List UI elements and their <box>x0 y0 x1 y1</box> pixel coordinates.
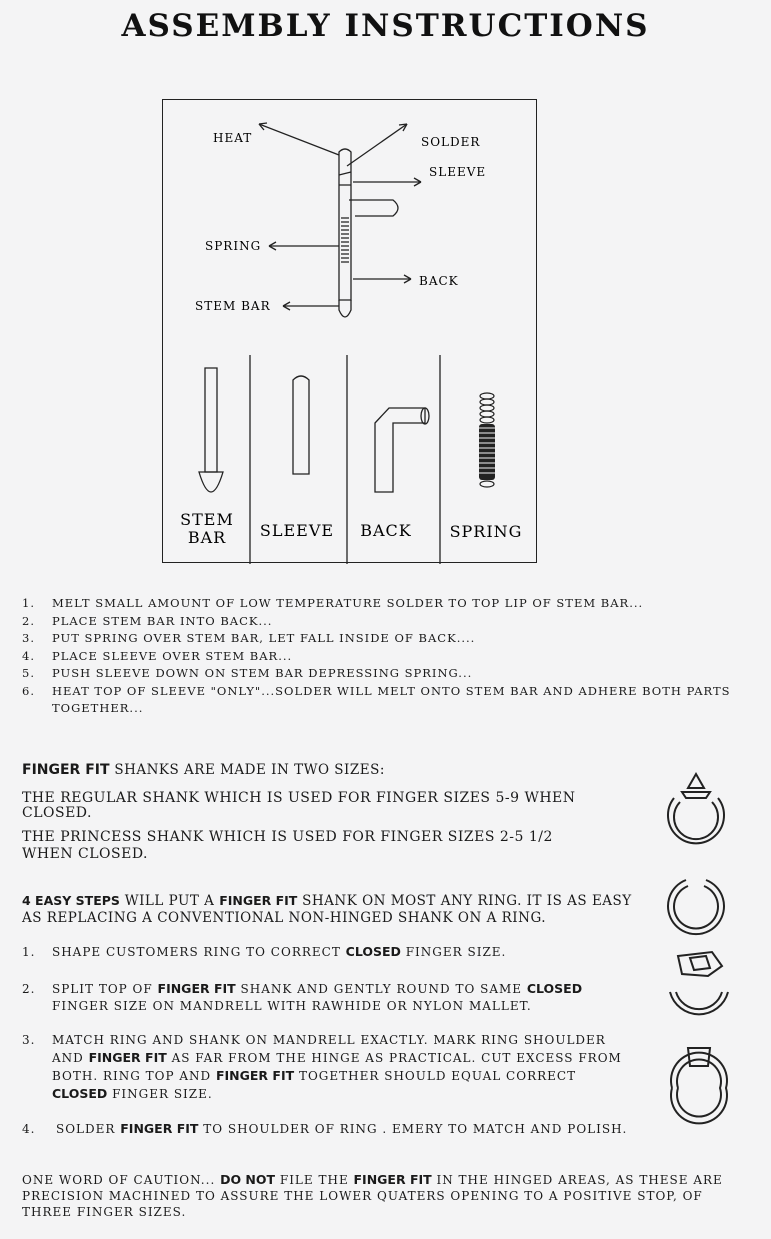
text-fragment: SHANK ON MOST ANY RING. IT IS AS EASY AS REPLACING A CONVENTIONAL NON-HINGED SHANK ON A RING. <box>22 893 632 926</box>
fit-step-1 <box>22 943 622 961</box>
text-fragment: AS FAR FROM THE HINGE AS PRACTICAL. CUT EXCESS FROM BOTH. RING TOP AND <box>52 1051 622 1083</box>
part-label-stem: STEM <box>180 510 234 529</box>
step-number: 4. <box>22 1122 36 1136</box>
brand-name: FINGER FIT <box>88 1050 167 1065</box>
brand-name: FINGER FIT <box>157 981 236 996</box>
finger-fit-intro <box>22 762 662 778</box>
step-text: PLACE STEM BAR INTO BACK... <box>52 613 273 628</box>
step-number: 1. <box>22 945 36 959</box>
assembly-diagram <box>162 99 537 563</box>
regular-shank-text: THE REGULAR SHANK WHICH IS USED FOR FINGER SIZES 5-9 WHEN CLOSED. <box>22 790 576 821</box>
brand-name: FINGER FIT <box>120 1121 199 1136</box>
text-fragment: FINGER SIZE. <box>107 1087 213 1101</box>
part-label-bar: BAR <box>187 528 227 547</box>
step-text: PUT SPRING OVER STEM BAR, LET FALL INSIDE OF BACK.... <box>52 631 476 645</box>
label-spring: SPRING <box>205 239 262 253</box>
ring-open-shank-icon <box>662 874 730 940</box>
page-title: ASSEMBLY INSTRUCTIONS <box>121 8 650 44</box>
part-label-back: BACK <box>360 521 412 540</box>
brand-name: FINGER FIT <box>215 1068 295 1083</box>
list-item <box>22 595 742 613</box>
easy-steps-intro <box>22 892 647 927</box>
do-not-label: DO NOT <box>220 1172 276 1187</box>
step-text: PLACE SLEEVE OVER STEM BAR... <box>52 648 293 663</box>
part-label-sleeve: SLEEVE <box>259 521 335 540</box>
brand-name: FINGER FIT <box>353 1172 432 1187</box>
closed-label: CLOSED <box>526 981 583 996</box>
text-fragment: FINGER SIZE. <box>400 945 507 959</box>
step-text: PUSH SLEEVE DOWN ON STEM BAR DEPRESSING SPRING... <box>52 666 473 680</box>
step-number: 2. <box>22 613 35 628</box>
step-number: 2. <box>22 982 36 996</box>
text-fragment: MATCH RING AND SHANK ON MANDRELL EXACTLY. MARK RING SHOULDER AND <box>52 1033 606 1065</box>
step-number: 5. <box>22 666 35 680</box>
label-sleeve: SLEEVE <box>429 165 487 179</box>
step-text: MELT SMALL AMOUNT OF LOW TEMPERATURE SOLDER TO TOP LIP OF STEM BAR... <box>52 596 644 610</box>
intro-text: SHANKS ARE MADE IN TWO SIZES: <box>109 762 385 778</box>
princess-shank-text: THE PRINCESS SHANK WHICH IS USED FOR FINGER SIZES 2-5 1/2 WHEN CLOSED. <box>22 829 553 862</box>
step-number: 6. <box>22 683 35 698</box>
text-fragment: TO SHOULDER OF RING . EMERY TO MATCH AND POLISH. <box>198 1122 628 1136</box>
brand-name: FINGER FIT <box>22 762 110 778</box>
assembly-steps <box>22 595 742 718</box>
step-number: 4. <box>22 648 35 663</box>
list-item <box>22 648 742 666</box>
text-fragment: IN THE HINGED AREAS, AS THESE ARE PRECISION MACHINED TO ASSURE THE LOWER QUATERS OPENING TO A POSITIVE STOP, OF THREE FINGER SIZES. <box>22 1173 723 1219</box>
step-number: 1. <box>22 596 35 610</box>
caution-text <box>22 1172 752 1220</box>
text-fragment: WILL PUT A <box>119 893 220 909</box>
fit-step-2 <box>22 980 622 1015</box>
text-fragment: FINGER SIZE ON MANDRELL WITH RAWHIDE OR NYLON MALLET. <box>52 999 532 1013</box>
step-number: 3. <box>22 1033 36 1047</box>
text-fragment: SHAPE CUSTOMERS RING TO CORRECT <box>52 945 346 959</box>
assembly-diagram-svg <box>163 100 538 564</box>
fit-step-3 <box>22 1032 622 1103</box>
text-fragment: FILE THE <box>275 1173 354 1187</box>
list-item <box>22 613 742 631</box>
closed-label: CLOSED <box>52 1086 108 1101</box>
ring-finished-icon <box>664 1044 734 1126</box>
list-item <box>22 630 742 648</box>
text-fragment: SPLIT TOP OF <box>52 982 158 996</box>
list-item <box>22 683 742 718</box>
ring-regular-shank-icon <box>660 768 732 850</box>
fit-step-4 <box>22 1120 642 1138</box>
list-item <box>22 665 742 683</box>
text-fragment: SOLDER <box>56 1122 121 1136</box>
part-label-spring: SPRING <box>449 522 523 541</box>
label-stem-bar: STEM BAR <box>195 299 271 313</box>
text-fragment: SHANK AND GENTLY ROUND TO SAME <box>235 982 527 996</box>
ring-split-shank-icon <box>664 948 734 1030</box>
label-solder: SOLDER <box>421 135 481 149</box>
label-back: BACK <box>419 274 459 288</box>
text-fragment: ONE WORD OF CAUTION... <box>22 1173 221 1187</box>
easy-steps-label: 4 EASY STEPS <box>22 893 120 908</box>
step-number: 3. <box>22 631 35 645</box>
closed-label: CLOSED <box>345 944 401 959</box>
step-text: HEAT TOP OF SLEEVE "ONLY"...SOLDER WILL MELT ONTO STEM BAR AND ADHERE BOTH PARTS TOGETHER... <box>52 683 731 715</box>
brand-name: FINGER FIT <box>219 893 298 908</box>
label-heat: HEAT <box>213 131 253 145</box>
text-fragment: TOGETHER SHOULD EQUAL CORRECT <box>294 1069 577 1083</box>
